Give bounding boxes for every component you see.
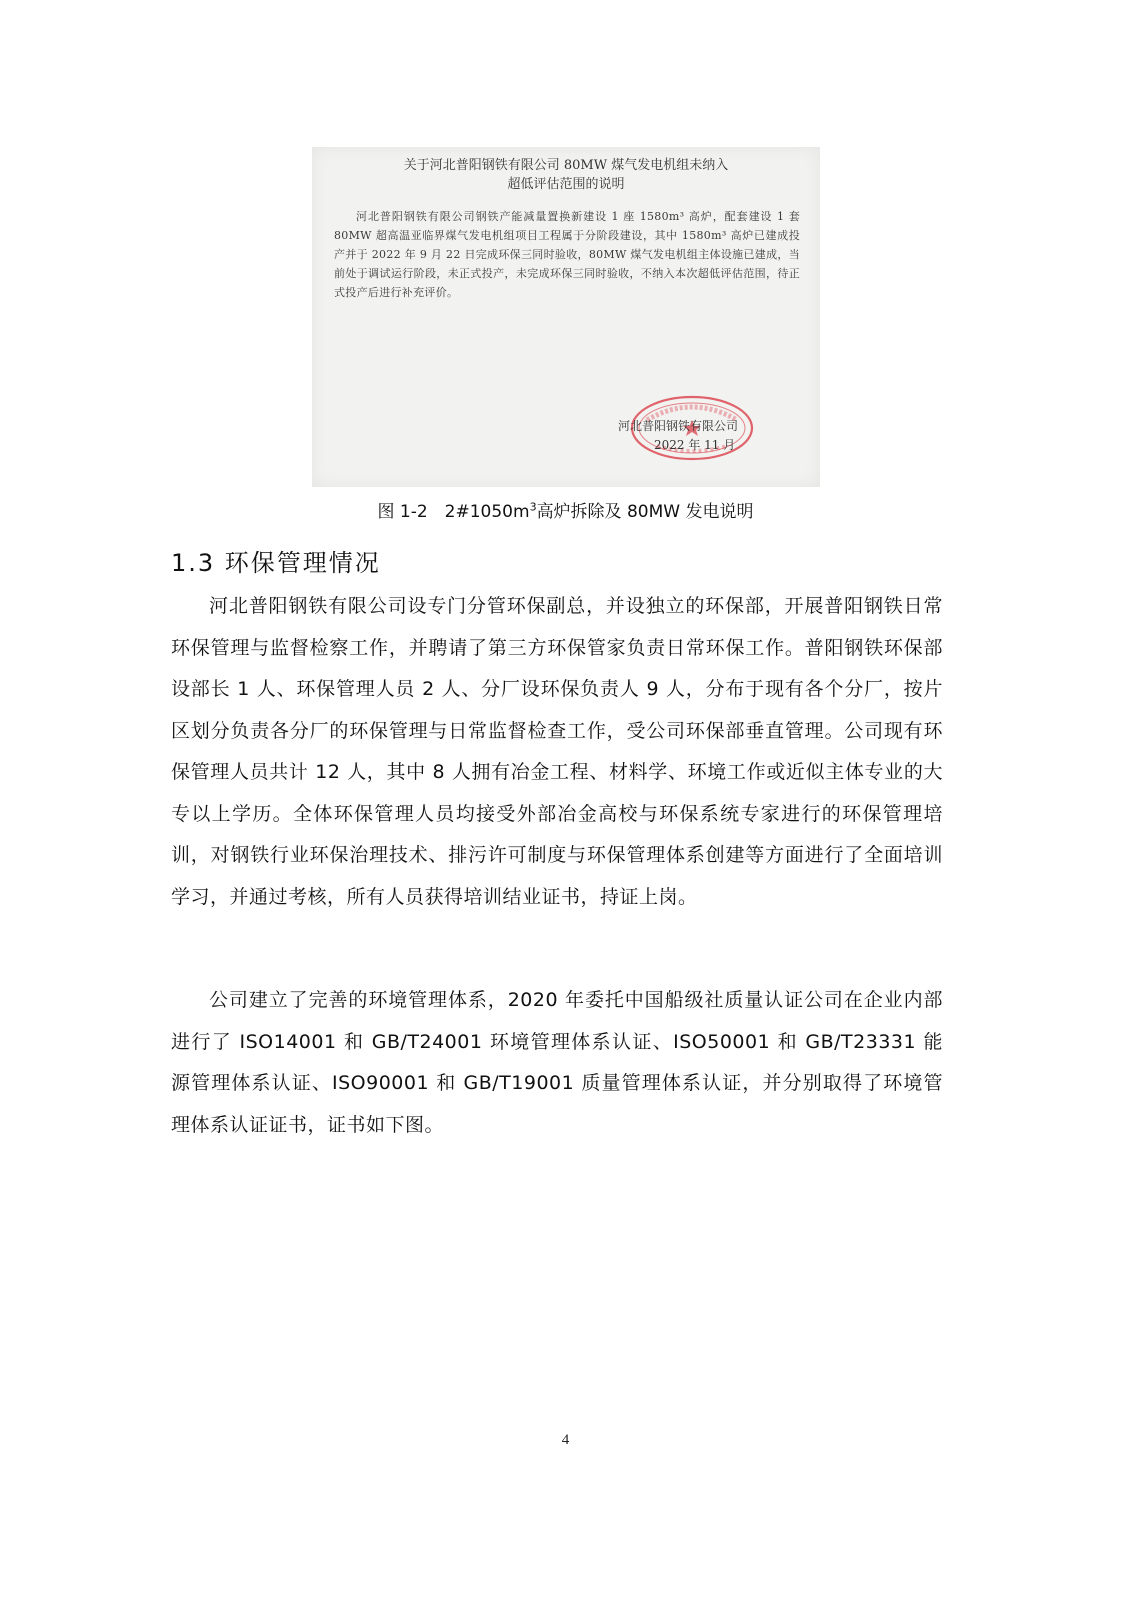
section-heading: 1.3 环保管理情况 [171, 549, 381, 577]
scan-body-text: 河北普阳钢铁有限公司钢铁产能减量置换新建设 1 座 1580m³ 高炉，配套建设 1 套 80MW 超高温亚临界煤气发电机组项目工程属于分阶段建设，其中 1580m³ 高炉已建成投产并于 2022 年 9 月 22 日完成环保三同时验收，80MW 煤气发电机组主体设施已建成，当前处于调试运行阶段，未正式投产，未完成环保三同时验收，不纳入本次超低评估范围，待正式投产后进行补充评价。 [334, 210, 800, 299]
scan-company-name: 河北普阳钢铁有限公司 [618, 419, 739, 433]
paragraph-certification: 公司建立了完善的环境管理体系，2020 年委托中国船级社质量认证公司在企业内部进行了 ISO14001 和 GB/T24001 环境管理体系认证、ISO50001 和 GB/T23331 能源管理体系认证、ISO90001 和 GB/T19001 质量管理体系认证，并分别取得了环境管理体系认证证书，证书如下图。 [171, 989, 943, 1136]
caption-suffix: 高炉拆除及 80MW 发电说明 [536, 502, 754, 522]
scan-date: 2022 年 11 月 [654, 438, 736, 452]
scan-title-line1: 关于河北普阳钢铁有限公司 80MW 煤气发电机组未纳入 [403, 158, 729, 173]
scan-title-line2: 超低评估范围的说明 [507, 177, 625, 192]
paragraph-management-staff: 河北普阳钢铁有限公司设专门分管环保副总，并设独立的环保部，开展普阳钢铁日常环保管理与监督检察工作，并聘请了第三方环保管家负责日常环保工作。普阳钢铁环保部设部长 1 人、环保管理人员 2 人、分厂设环保负责人 9 人，分布于现有各个分厂，按片区划分负责各分厂的环保管理与日常监督检查工作，受公司环保部垂直管理。公司现有环保管理人员共计 12 人，其中 8 人拥有冶金工程、材料学、环境工作或近似主体专业的大专以上学历。全体环保管理人员均接受外部冶金高校与环保系统专家进行的环保管理培训，对钢铁行业环保治理技术、排污许可制度与环保管理体系创建等方面进行了全面培训学习，并通过考核，所有人员获得培训结业证书，持证上岗。 [171, 595, 943, 908]
caption-superscript: 3 [529, 500, 537, 514]
page-number: 4 [561, 1432, 570, 1448]
caption-prefix: 图 1-2 2#1050m [377, 502, 530, 522]
scanned-statement-image [312, 147, 820, 487]
figure-caption [0, 497, 1131, 522]
